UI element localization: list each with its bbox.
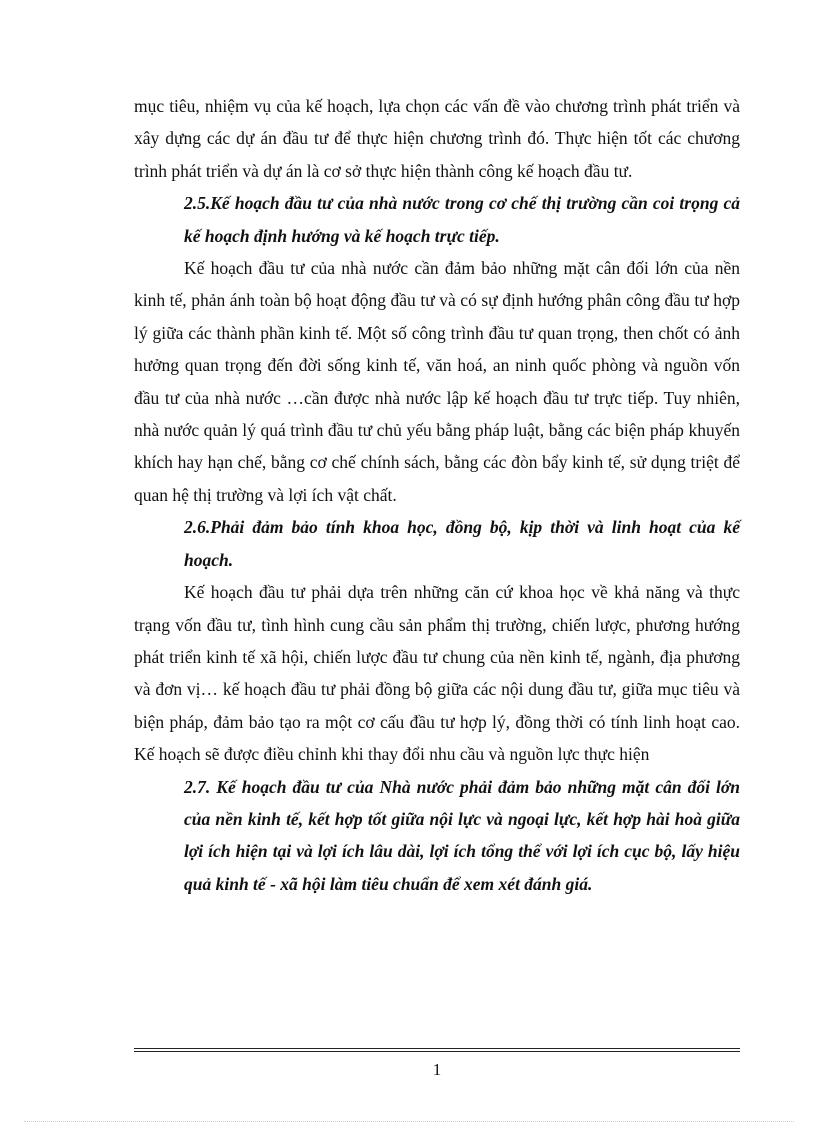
heading-2-6: 2.6.Phải đảm bảo tính khoa học, đồng bộ, kịp thời và linh hoạt của kế hoạch. bbox=[184, 517, 740, 570]
heading-2-7: 2.7. Kế hoạch đầu tư của Nhà nước phải đảm bảo những mặt cân đối lớn của nền kinh tế, kết hợp tốt giữa nội lực và ngoại lực, kết hợp hài hoà giữa lợi ích hiện tại và lợi ích lâu dài, lợi ích tổng thể với lợi ích cục bộ, lấy hiệu quả kinh tế - xã hội làm tiêu chuẩn để xem xét đánh giá. bbox=[184, 776, 740, 894]
paragraph-scientific-basis: Kế hoạch đầu tư phải dựa trên những căn cứ khoa học về khả năng và thực trạng vốn đầu tư, tình hình cung cầu sản phẩm thị trường, chiến lược, phương hướng phát triển kinh tế xã hội, chiến lược đầu tư chung của nền kinh tế, ngành, địa phương và đơn vị… kế hoạch đầu tư phải đồng bộ giữa các nội dung đầu tư, giữa mục tiêu và biện pháp, đảm bảo tạo ra một cơ cấu đầu tư hợp lý, đồng thời có tính linh hoạt cao. Kế hoạch sẽ được điều chỉnh khi thay đổi nhu cầu và nguồn lực thực hiện bbox=[134, 582, 740, 765]
document-body bbox=[134, 90, 740, 900]
page-number: 1 bbox=[432, 1060, 442, 1079]
footer-divider-top bbox=[134, 1048, 740, 1049]
heading-2-5: 2.5.Kế hoạch đầu tư của nhà nước trong cơ chế thị trường cần coi trọng cả kế hoạch định hướng và kế hoạch trực tiếp. bbox=[184, 193, 740, 246]
footer-divider-bottom bbox=[134, 1051, 740, 1052]
page-bottom-edge bbox=[24, 1121, 794, 1122]
paragraph-state-investment-plan: Kế hoạch đầu tư của nhà nước cần đảm bảo những mặt cân đối lớn của nền kinh tế, phản ánh toàn bộ hoạt động đầu tư và có sự định hướng phân công đầu tư hợp lý giữa các thành phần kinh tế. Một số công trình đầu tư quan trọng, then chốt có ảnh hưởng quan trọng đến đời sống kinh tế, văn hoá, an ninh quốc phòng và nguồn vốn đầu tư của nhà nước …cần được nhà nước lập kế hoạch đầu tư trực tiếp. Tuy nhiên, nhà nước quản lý quá trình đầu tư chủ yếu bằng pháp luật, bằng các biện pháp khuyến khích hay hạn chế, bằng cơ chế chính sách, bằng các đòn bẩy kinh tế, sử dụng triệt để quan hệ thị trường và lợi ích vật chất. bbox=[134, 258, 740, 505]
paragraph-plan-objectives: mục tiêu, nhiệm vụ của kế hoạch, lựa chọn các vấn đề vào chương trình phát triển và xây dựng các dự án đầu tư để thực hiện chương trình đó. Thực hiện tốt các chương trình phát triển và dự án là cơ sở thực hiện thành công kế hoạch đầu tư. bbox=[134, 96, 740, 181]
